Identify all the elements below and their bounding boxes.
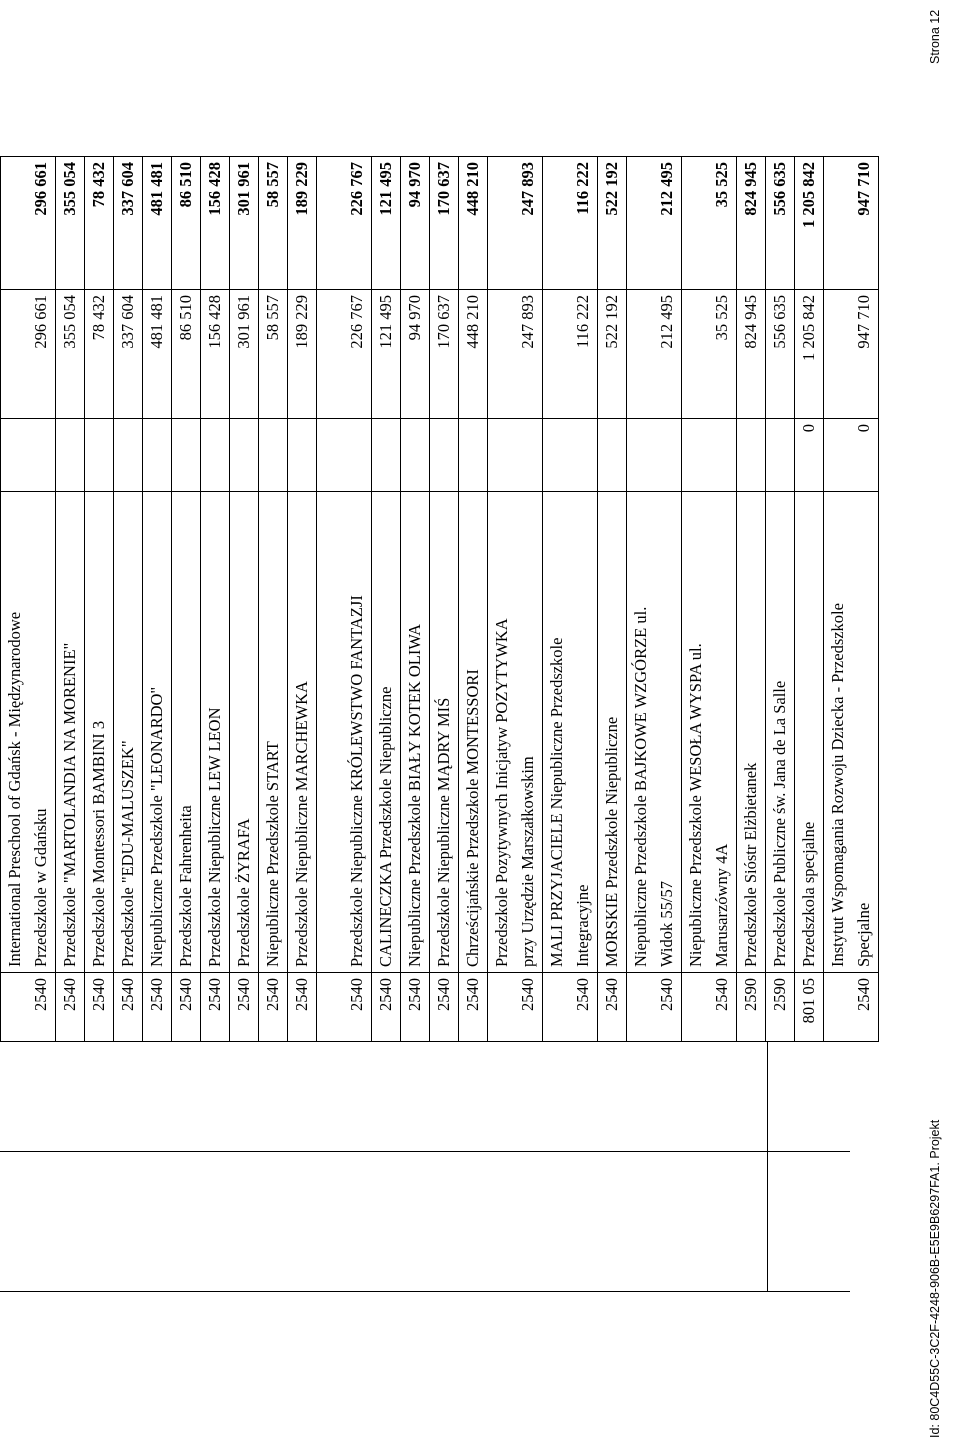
paragraph-code: 2540 — [1, 973, 56, 1042]
name-line: Przedszkole Pozytywnych Inicjatyw POZYTYWKA — [492, 618, 511, 967]
amount-cell: 448 210 — [459, 290, 488, 419]
school-name — [430, 492, 459, 973]
paragraph-code: 2540 — [56, 973, 85, 1042]
amount-cell: 1 205 842 — [795, 290, 824, 419]
table-row — [56, 157, 85, 1042]
amount-cell: 156 428 — [201, 290, 230, 419]
name-line: Przedszkole Publiczne św. Jana de La Salle — [770, 680, 789, 967]
amount-cell: 189 229 — [288, 290, 317, 419]
amount-cell: 226 767 — [317, 290, 372, 419]
name-line: Przedszkole Niepubliczne LEW LEON — [205, 707, 224, 967]
table-row — [682, 157, 737, 1042]
total-cell: 116 222 — [543, 157, 598, 290]
amount-cell: 212 495 — [627, 290, 682, 419]
amount-cell: 337 604 — [114, 290, 143, 419]
amount-cell: 301 961 — [230, 290, 259, 419]
zero-cell — [598, 419, 627, 492]
total-cell: 78 432 — [85, 157, 114, 290]
name-line: Marusarzówny 4A — [712, 843, 731, 967]
name-line: CALINECZKA Przedszkole Niepubliczne — [376, 686, 395, 967]
total-cell: 824 945 — [737, 157, 766, 290]
name-line: Przedszkole Niepubliczne MARCHEWKA — [292, 681, 311, 967]
amount-cell: 247 893 — [488, 290, 543, 419]
total-cell: 170 637 — [430, 157, 459, 290]
total-cell: 247 893 — [488, 157, 543, 290]
total-cell: 58 557 — [259, 157, 288, 290]
table-row — [430, 157, 459, 1042]
total-cell: 448 210 — [459, 157, 488, 290]
table-row — [172, 157, 201, 1042]
table-row — [143, 157, 172, 1042]
total-cell: 156 428 — [201, 157, 230, 290]
table-row — [372, 157, 401, 1042]
paragraph-code: 2590 — [766, 973, 795, 1042]
total-cell: 189 229 — [288, 157, 317, 290]
amount-cell: 947 710 — [824, 290, 879, 419]
school-name — [488, 492, 543, 973]
zero-cell — [682, 419, 737, 492]
amount-cell: 86 510 — [172, 290, 201, 419]
zero-cell — [85, 419, 114, 492]
name-line: Przedszkole w Gdańsku — [31, 808, 50, 967]
zero-cell — [401, 419, 430, 492]
name-line: Niepubliczne Przedszkole BAJKOWE WZGÓRZE ul. — [631, 606, 650, 967]
name-line: Specjalne — [854, 902, 873, 967]
amount-cell: 296 661 — [1, 290, 56, 419]
zero-cell — [288, 419, 317, 492]
name-line: Integracyjne — [573, 884, 592, 967]
school-name — [317, 492, 372, 973]
amount-cell: 481 481 — [143, 290, 172, 419]
total-cell: 301 961 — [230, 157, 259, 290]
name-line: przy Urzędzie Marszałkowskim — [518, 756, 537, 967]
name-line: MORSKIE Przedszkole Niepubliczne — [602, 716, 621, 967]
table-row — [459, 157, 488, 1042]
paragraph-code: 2540 — [488, 973, 543, 1042]
name-line: Przedszkole Sióstr Elżbietanek — [741, 762, 760, 967]
name-line: Przedszkole "MARTOLANDIA NA MORENIE" — [60, 642, 79, 967]
paragraph-code: 2540 — [114, 973, 143, 1042]
zero-cell — [201, 419, 230, 492]
name-line: Niepubliczne Przedszkole "LEONARDO" — [147, 686, 166, 967]
zero-cell — [1, 419, 56, 492]
name-line: Przedszkole Niepubliczne KRÓLEWSTWO FANTAZJI — [347, 595, 366, 967]
table-row — [317, 157, 372, 1042]
total-cell: 35 525 — [682, 157, 737, 290]
total-cell: 86 510 — [172, 157, 201, 290]
school-name — [766, 492, 795, 973]
amount-cell: 170 637 — [430, 290, 459, 419]
amount-cell: 94 970 — [401, 290, 430, 419]
paragraph-code: 2540 — [317, 973, 372, 1042]
total-cell: 337 604 — [114, 157, 143, 290]
paragraph-code: 2540 — [543, 973, 598, 1042]
table-body — [1, 157, 879, 1042]
school-name — [230, 492, 259, 973]
section-row — [795, 157, 824, 1042]
table-row — [259, 157, 288, 1042]
school-name — [401, 492, 430, 973]
zero-cell — [372, 419, 401, 492]
school-name — [598, 492, 627, 973]
rule — [0, 1151, 850, 1152]
amount-cell: 121 495 — [372, 290, 401, 419]
amount-cell: 355 054 — [56, 290, 85, 419]
paragraph-code: 2540 — [430, 973, 459, 1042]
rule — [767, 1042, 768, 1292]
school-name — [1, 492, 56, 973]
name-line: Niepubliczne Przedszkole START — [263, 741, 282, 967]
school-name — [627, 492, 682, 973]
paragraph-code: 2540 — [288, 973, 317, 1042]
document-id: Id: 80C4D55C-3C2F-4248-906B-E5E9B6297FA1. Projekt — [928, 1119, 942, 1438]
section-code: 801 05 — [795, 973, 824, 1042]
name-line: Chrześcijańskie Przedszkole MONTESSORI — [463, 669, 482, 967]
zero-cell — [259, 419, 288, 492]
total-cell: 121 495 — [372, 157, 401, 290]
school-name — [114, 492, 143, 973]
school-name — [288, 492, 317, 973]
name-line: International Preschool of Gdańsk - Międzynarodowe — [5, 611, 24, 967]
table-row — [85, 157, 114, 1042]
paragraph-code: 2540 — [401, 973, 430, 1042]
paragraph-code: 2540 — [201, 973, 230, 1042]
table-row — [488, 157, 543, 1042]
zero-cell — [488, 419, 543, 492]
zero-cell — [737, 419, 766, 492]
total-cell: 1 205 842 — [795, 157, 824, 290]
amount-cell: 824 945 — [737, 290, 766, 419]
paragraph-code: 2540 — [598, 973, 627, 1042]
name-line: Przedszkole ŻYRAFA — [234, 818, 253, 967]
amount-cell: 116 222 — [543, 290, 598, 419]
paragraph-code: 2540 — [372, 973, 401, 1042]
amount-cell: 78 432 — [85, 290, 114, 419]
amount-cell: 522 192 — [598, 290, 627, 419]
name-line: Niepubliczne Przedszkole BIAŁY KOTEK OLIWA — [405, 623, 424, 967]
paragraph-code: 2540 — [172, 973, 201, 1042]
paragraph-code: 2540 — [824, 973, 879, 1042]
total-cell: 212 495 — [627, 157, 682, 290]
name-line: Niepubliczne Przedszkole WESOŁA WYSPA ul. — [686, 643, 705, 967]
paragraph-code: 2540 — [259, 973, 288, 1042]
paragraph-code: 2540 — [682, 973, 737, 1042]
total-cell: 226 767 — [317, 157, 372, 290]
total-cell: 94 970 — [401, 157, 430, 290]
total-cell: 296 661 — [1, 157, 56, 290]
school-name — [85, 492, 114, 973]
paragraph-code: 2540 — [459, 973, 488, 1042]
table-row — [401, 157, 430, 1042]
school-name — [682, 492, 737, 973]
table-row — [824, 157, 879, 1042]
paragraph-code: 2540 — [627, 973, 682, 1042]
name-line: Przedszkole Montessori BAMBINI 3 — [89, 720, 108, 967]
zero-cell: 0 — [795, 419, 824, 492]
zero-cell — [430, 419, 459, 492]
table-row — [766, 157, 795, 1042]
section-name: Przedszkola specjalne — [795, 492, 824, 973]
zero-cell — [766, 419, 795, 492]
total-cell: 947 710 — [824, 157, 879, 290]
zero-cell: 0 — [824, 419, 879, 492]
name-line: Przedszkole Fahrenheita — [176, 805, 195, 967]
table-row — [201, 157, 230, 1042]
school-name — [737, 492, 766, 973]
budget-table — [0, 156, 879, 1042]
table-row — [543, 157, 598, 1042]
paragraph-code: 2590 — [737, 973, 766, 1042]
school-name — [372, 492, 401, 973]
rule — [0, 1291, 850, 1292]
school-name — [459, 492, 488, 973]
amount-cell: 556 635 — [766, 290, 795, 419]
school-name — [259, 492, 288, 973]
paragraph-code: 2540 — [143, 973, 172, 1042]
zero-cell — [172, 419, 201, 492]
table-row — [114, 157, 143, 1042]
zero-cell — [114, 419, 143, 492]
total-cell: 355 054 — [56, 157, 85, 290]
zero-cell — [230, 419, 259, 492]
table-row — [598, 157, 627, 1042]
zero-cell — [543, 419, 598, 492]
school-name — [824, 492, 879, 973]
paragraph-code: 2540 — [230, 973, 259, 1042]
page-number: Strona 12 — [928, 9, 942, 64]
name-line — [318, 497, 344, 967]
name-line: MALI PRZYJACIELE Niepubliczne Przedszkole — [547, 637, 566, 967]
school-name — [543, 492, 598, 973]
zero-cell — [56, 419, 85, 492]
total-cell: 522 192 — [598, 157, 627, 290]
name-line: Przedszkole "EDU-MALUSZEK" — [118, 740, 137, 967]
zero-cell — [143, 419, 172, 492]
name-line: Widok 55/57 — [657, 881, 676, 967]
amount-cell: 35 525 — [682, 290, 737, 419]
amount-cell: 58 557 — [259, 290, 288, 419]
school-name — [56, 492, 85, 973]
school-name — [201, 492, 230, 973]
table-row — [737, 157, 766, 1042]
school-name — [143, 492, 172, 973]
zero-cell — [317, 419, 372, 492]
total-cell: 556 635 — [766, 157, 795, 290]
table-row — [1, 157, 56, 1042]
zero-cell — [627, 419, 682, 492]
name-line: Instytut Wspomagania Rozwoju Dziecka - Przedszkole — [828, 603, 847, 967]
paragraph-code: 2540 — [85, 973, 114, 1042]
table-row — [230, 157, 259, 1042]
name-line: Przedszkole Niepubliczne MĄDRY MIŚ — [434, 697, 453, 967]
school-name — [172, 492, 201, 973]
zero-cell — [459, 419, 488, 492]
table-row — [627, 157, 682, 1042]
total-cell: 481 481 — [143, 157, 172, 290]
table-row — [288, 157, 317, 1042]
